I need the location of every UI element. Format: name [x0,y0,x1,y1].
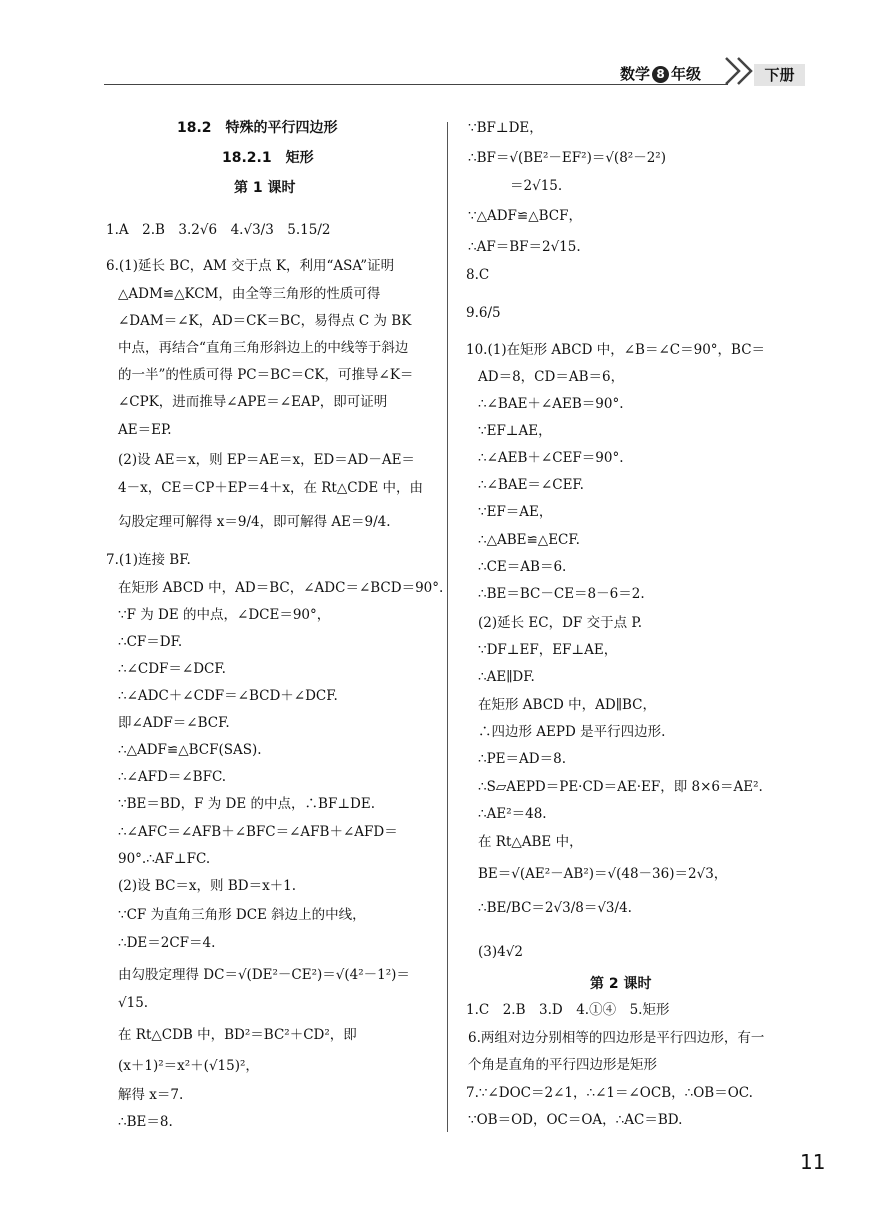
answer-line: 个角是直角的平行四边形是矩形 [468,1057,657,1073]
answer-line: 由勾股定理得 DC＝√(DE²－CE²)＝√(4²－1²)＝ [118,967,410,983]
answer-line: 7.∵∠DOC＝2∠1，∴∠1＝∠OCB，∴OB＝OC. [466,1085,753,1101]
grade-suffix: 年级 [671,65,702,83]
answer-line: 8.C [466,267,490,283]
answer-line: ∴△ABE≌△ECF. [478,532,580,548]
answer-line: 中点，再结合“直角三角形斜边上的中线等于斜边 [118,340,409,356]
grade-badge: 8 [652,66,669,83]
answer-line: 的一半”的性质可得 PC＝BC＝CK，可推导∠K＝ [118,367,414,383]
answer-line: ∵DF⊥EF，EF⊥AE， [478,642,618,658]
answer-line: ∴△ADF≌△BCF(SAS). [118,742,262,758]
answer-line: 勾股定理可解得 x＝9/4，即可解得 AE＝9/4. [118,514,391,530]
section-heading: 第 2 课时 [590,976,652,992]
answer-line: (2)设 BC＝x，则 BD＝x＋1. [118,878,297,894]
page-number: 11 [800,1150,826,1174]
answer-line: (2)设 AE＝x，则 EP＝AE＝x，ED＝AD－AE＝ [118,452,415,468]
answer-line: ∠DAM＝∠K，AD＝CK＝BC，易得点 C 为 BK [118,313,412,329]
answer-line: 6.(1)延长 BC，AM 交于点 K，利用“ASA”证明 [106,258,395,274]
answer-line: ∵BF⊥DE， [468,120,543,136]
answer-line: ∵EF＝AE， [478,504,553,520]
answer-line: ∴∠AFC＝∠AFB＋∠BFC＝∠AFB＋∠AFD＝ [118,824,398,840]
answer-line: ∴DE＝2CF＝4. [118,935,216,951]
header-rule [104,84,728,85]
answer-line: 1.A 2.B 3.2√6 4.√3/3 5.15/2 [106,222,331,238]
answer-line: ∠CPK，进而推导∠APE＝∠EAP，即可证明 [118,394,388,410]
answer-line: ∴∠BAE＝∠CEF. [478,477,584,493]
answer-line: 6.两组对边分别相等的四边形是平行四边形，有一 [468,1030,765,1046]
answer-line: ∴∠CDF＝∠DCF. [118,661,226,677]
answer-line: ＝2√15. [510,178,563,194]
volume-tab: 下册 [754,64,805,86]
answer-line: ∴∠AEB＋∠CEF＝90°. [478,450,624,466]
section-heading: 第 1 课时 [234,180,296,196]
answer-line: 即∠ADF＝∠BCF. [118,715,230,731]
answer-line: 1.C 2.B 3.D 4.①④ 5.矩形 [466,1002,670,1018]
answer-line: ∴PE＝AD＝8. [478,751,566,767]
answer-line: 在矩形 ABCD 中，AD∥BC， [478,697,656,713]
answer-line: △ADM≌△KCM，由全等三角形的性质可得 [118,286,381,302]
answer-line: (2)延长 EC，DF 交于点 P. [478,615,643,631]
answer-line: 7.(1)连接 BF. [106,552,191,568]
answer-line: 90°.∴AF⊥FC. [118,851,211,867]
answer-line: ∵BE＝BD，F 为 DE 的中点，∴BF⊥DE. [118,796,375,812]
answer-line: ∴CE＝AB＝6. [478,559,567,575]
answer-line: ∵OB＝OD，OC＝OA，∴AC＝BD. [468,1112,683,1128]
answer-line: ∴BE/BC＝2√3/8＝√3/4. [478,900,632,916]
answer-line: ∴∠ADC＋∠CDF＝∠BCD＋∠DCF. [118,688,338,704]
subject-label: 数学 [620,65,651,83]
answer-line: ∴AE∥DF. [478,669,535,685]
answer-line: ∴S▱AEPD＝PE·CD＝AE·EF，即 8×6＝AE². [478,779,763,795]
answer-line: 在 Rt△ABE 中， [478,834,583,850]
answer-line: ∴CF＝DF. [118,634,183,650]
answer-line: (x＋1)²＝x²＋(√15)²， [118,1058,259,1074]
answer-line: ∵△ADF≌△BCF， [468,208,582,224]
answer-line: ∴BE＝BC－CE＝8－6＝2. [478,586,645,602]
section-heading: 18.2 特殊的平行四边形 [177,120,338,136]
header-subject [620,63,701,84]
answer-line: ∴∠BAE＋∠AEB＝90°. [478,396,624,412]
answer-line: BE＝√(AE²－AB²)＝√(48－36)＝2√3， [478,866,728,882]
answer-line: (3)4√2 [478,944,523,960]
answer-line: 9.6/5 [466,305,501,321]
answer-line: 10.(1)在矩形 ABCD 中，∠B＝∠C＝90°，BC＝ [466,342,766,358]
answer-line: ∴∠AFD＝∠BFC. [118,769,227,785]
answer-line: ∴BF＝√(BE²－EF²)＝√(8²－2²) [468,150,666,166]
answer-line: ∴AF＝BF＝2√15. [468,239,581,255]
answer-line: 4－x，CE＝CP＋EP＝4＋x，在 Rt△CDE 中，由 [118,480,424,496]
answer-line: ∵EF⊥AE， [478,423,552,439]
column-divider [447,122,448,1132]
answer-line: ∴四边形 AEPD 是平行四边形. [478,724,666,740]
answer-line: 解得 x＝7. [118,1087,184,1103]
answer-line: 在矩形 ABCD 中，AD＝BC，∠ADC＝∠BCD＝90°. [118,580,444,596]
answer-line: ∴AE²＝48. [478,806,547,822]
answer-line: ∵F 为 DE 的中点，∠DCE＝90°， [118,607,331,623]
section-heading: 18.2.1 矩形 [222,150,314,166]
answer-line: ∴BE＝8. [118,1114,173,1130]
answer-line: AD＝8，CD＝AB＝6， [478,369,625,385]
answer-line: AE＝EP. [118,422,172,438]
answer-line: √15. [118,995,149,1011]
answer-line: 在 Rt△CDB 中，BD²＝BC²＋CD²，即 [118,1027,357,1043]
answer-line: ∵CF 为直角三角形 DCE 斜边上的中线， [118,907,366,923]
